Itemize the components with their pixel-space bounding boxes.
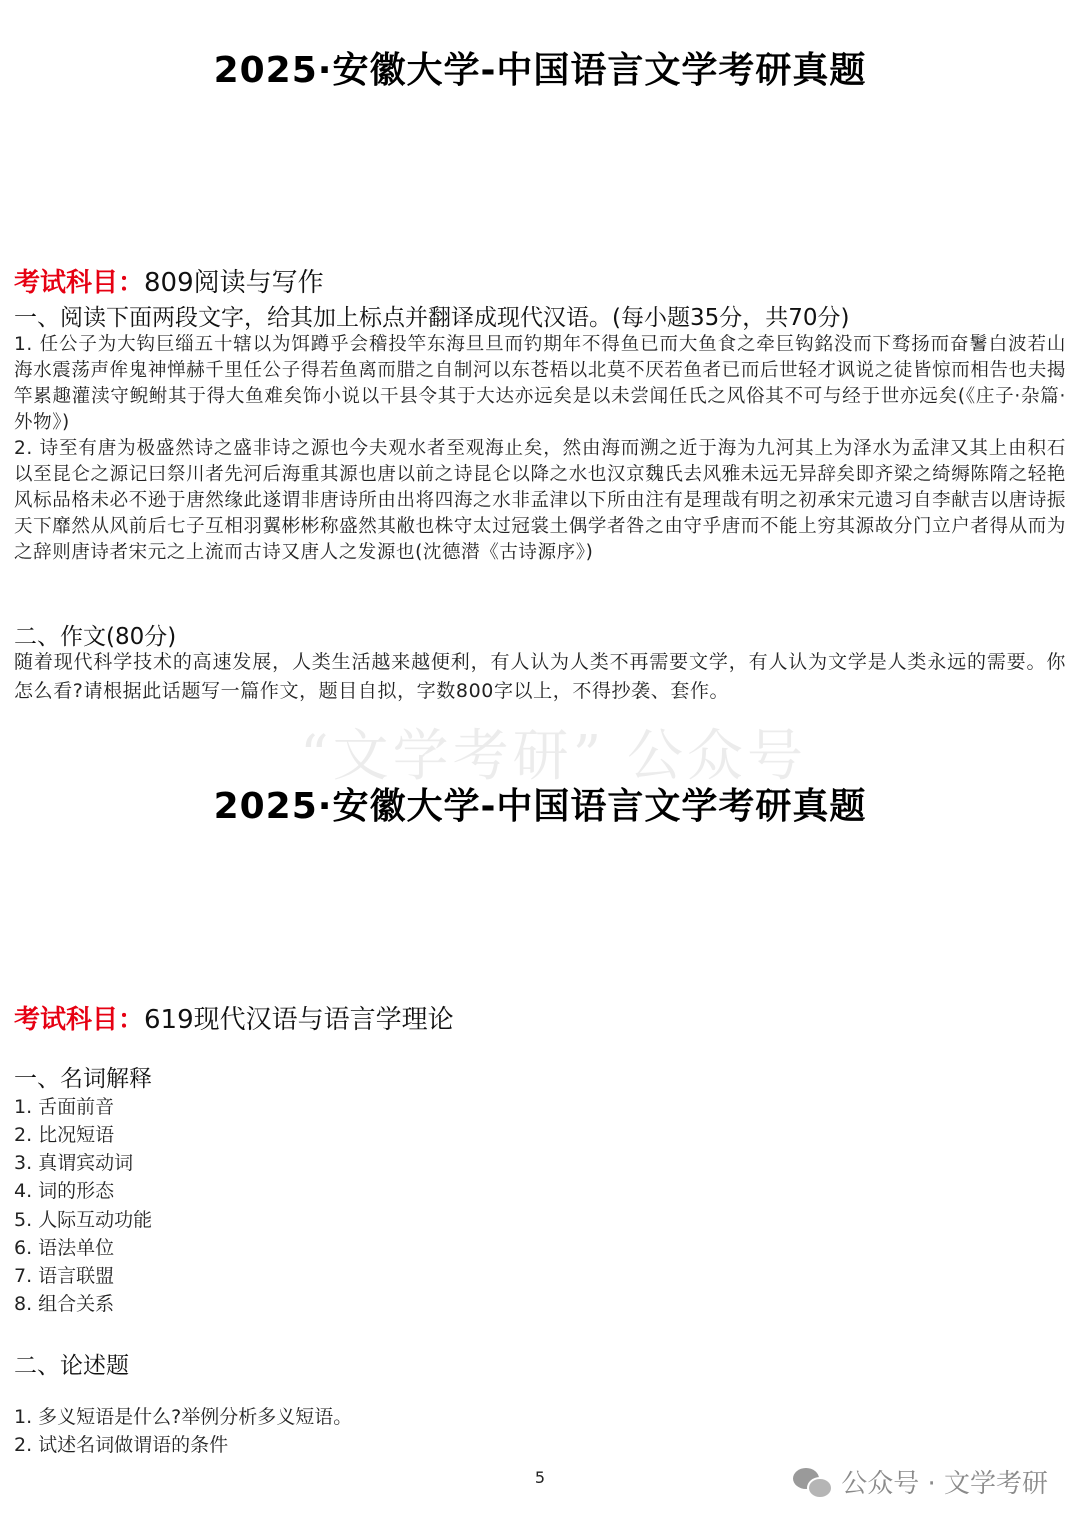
question-heading-reading: 一、阅读下面两段文字，给其加上标点并翻译成现代汉语。(每小题35分，共70分) bbox=[14, 305, 850, 331]
footer-text: 公众号 · 文学考研 bbox=[841, 1469, 1048, 1499]
wechat-icon bbox=[793, 1466, 833, 1498]
term-item: 6. 语法单位 bbox=[14, 1237, 115, 1259]
page-title: 2025·安徽大学-中国语言文学考研真题 bbox=[213, 50, 867, 91]
page-title-2: 2025·安徽大学-中国语言文学考研真题 bbox=[213, 786, 867, 827]
subject-value: 619现代汉语与语言学理论 bbox=[144, 1005, 454, 1035]
watermark: “文学考研” 公众号 bbox=[300, 724, 808, 789]
term-item: 1. 舌面前音 bbox=[14, 1096, 115, 1118]
term-item: 3. 真谓宾动词 bbox=[14, 1152, 134, 1174]
page-number: 5 bbox=[534, 1468, 546, 1487]
question-heading-terms: 一、名词解释 bbox=[14, 1066, 152, 1092]
subject-value: 809阅读与写作 bbox=[144, 268, 324, 298]
term-item: 2. 比况短语 bbox=[14, 1124, 115, 1146]
term-item: 5. 人际互动功能 bbox=[14, 1209, 153, 1231]
question-heading-essay: 二、作文(80分) bbox=[14, 624, 177, 650]
question-heading-discussion: 二、论述题 bbox=[14, 1353, 129, 1379]
exam-subject-619 bbox=[14, 999, 454, 1036]
essay-prompt: 随着现代科学技术的高速发展，人类生活越来越便利，有人认为人类不再需要文学，有人认为文学是人类永远的需要。你怎么看?请根据此话题写一篇作文，题目自拟，字数800字以上，不得抄袭、套作。 bbox=[14, 651, 1066, 702]
term-item: 7. 语言联盟 bbox=[14, 1265, 115, 1287]
passage-zhuangzi: 1. 任公子为大钩巨缁五十辖以为饵蹲乎会稽投竿东海旦旦而钓期年不得鱼已而大鱼食之牵巨钩銘没而下骛扬而奋鬐白波若山海水震荡声侔鬼神惮赫千里任公子得若鱼离而腊之自制河以东苍梧以北莫不厌若鱼者已而后世轻才讽说之徒皆惊而相告也夫揭竿累趣灌渎守鲵鲋其于得大鱼难矣饰小说以干县令其于大达亦远矣是以未尝闻任氏之风俗其不可与经于世亦远矣(《庄子·杂篇·外物》) bbox=[14, 334, 1066, 433]
passage-gushiyuan: 2. 诗至有唐为极盛然诗之盛非诗之源也今夫观水者至观海止矣，然由海而溯之近于海为九河其上为泽水为孟津又其上由积石以至昆仑之源记曰祭川者先河后海重其源也唐以前之诗昆仑以降之水也汉京魏氏去风雅未远无异辞矣即齐梁之绮缛陈隋之轻艳风标品格未必不逊于唐然缘此遂谓非唐诗所由出将四海之水非孟津以下所由注有是理哉有明之初承宋元遗习自李献吉以唐诗振天下靡然从风前后七子互相羽翼彬彬称盛然其敝也株守太过冠裳土偶学者咎之由守乎唐而不能上穷其源故分门立户者得从而为之辞则唐诗者宋元之上流而古诗又唐人之发源也(沈德潜《古诗源序》) bbox=[14, 438, 1066, 563]
subject-label: 考试科目： bbox=[14, 268, 145, 298]
essay-question: 1. 多义短语是什么?举例分析多义短语。 bbox=[14, 1406, 353, 1428]
subject-label: 考试科目： bbox=[14, 1005, 145, 1035]
essay-question: 2. 试述名词做谓语的条件 bbox=[14, 1434, 229, 1456]
term-item: 4. 词的形态 bbox=[14, 1180, 115, 1202]
term-item: 8. 组合关系 bbox=[14, 1293, 115, 1315]
exam-subject-809 bbox=[14, 262, 324, 299]
wechat-footer bbox=[793, 1463, 1048, 1500]
